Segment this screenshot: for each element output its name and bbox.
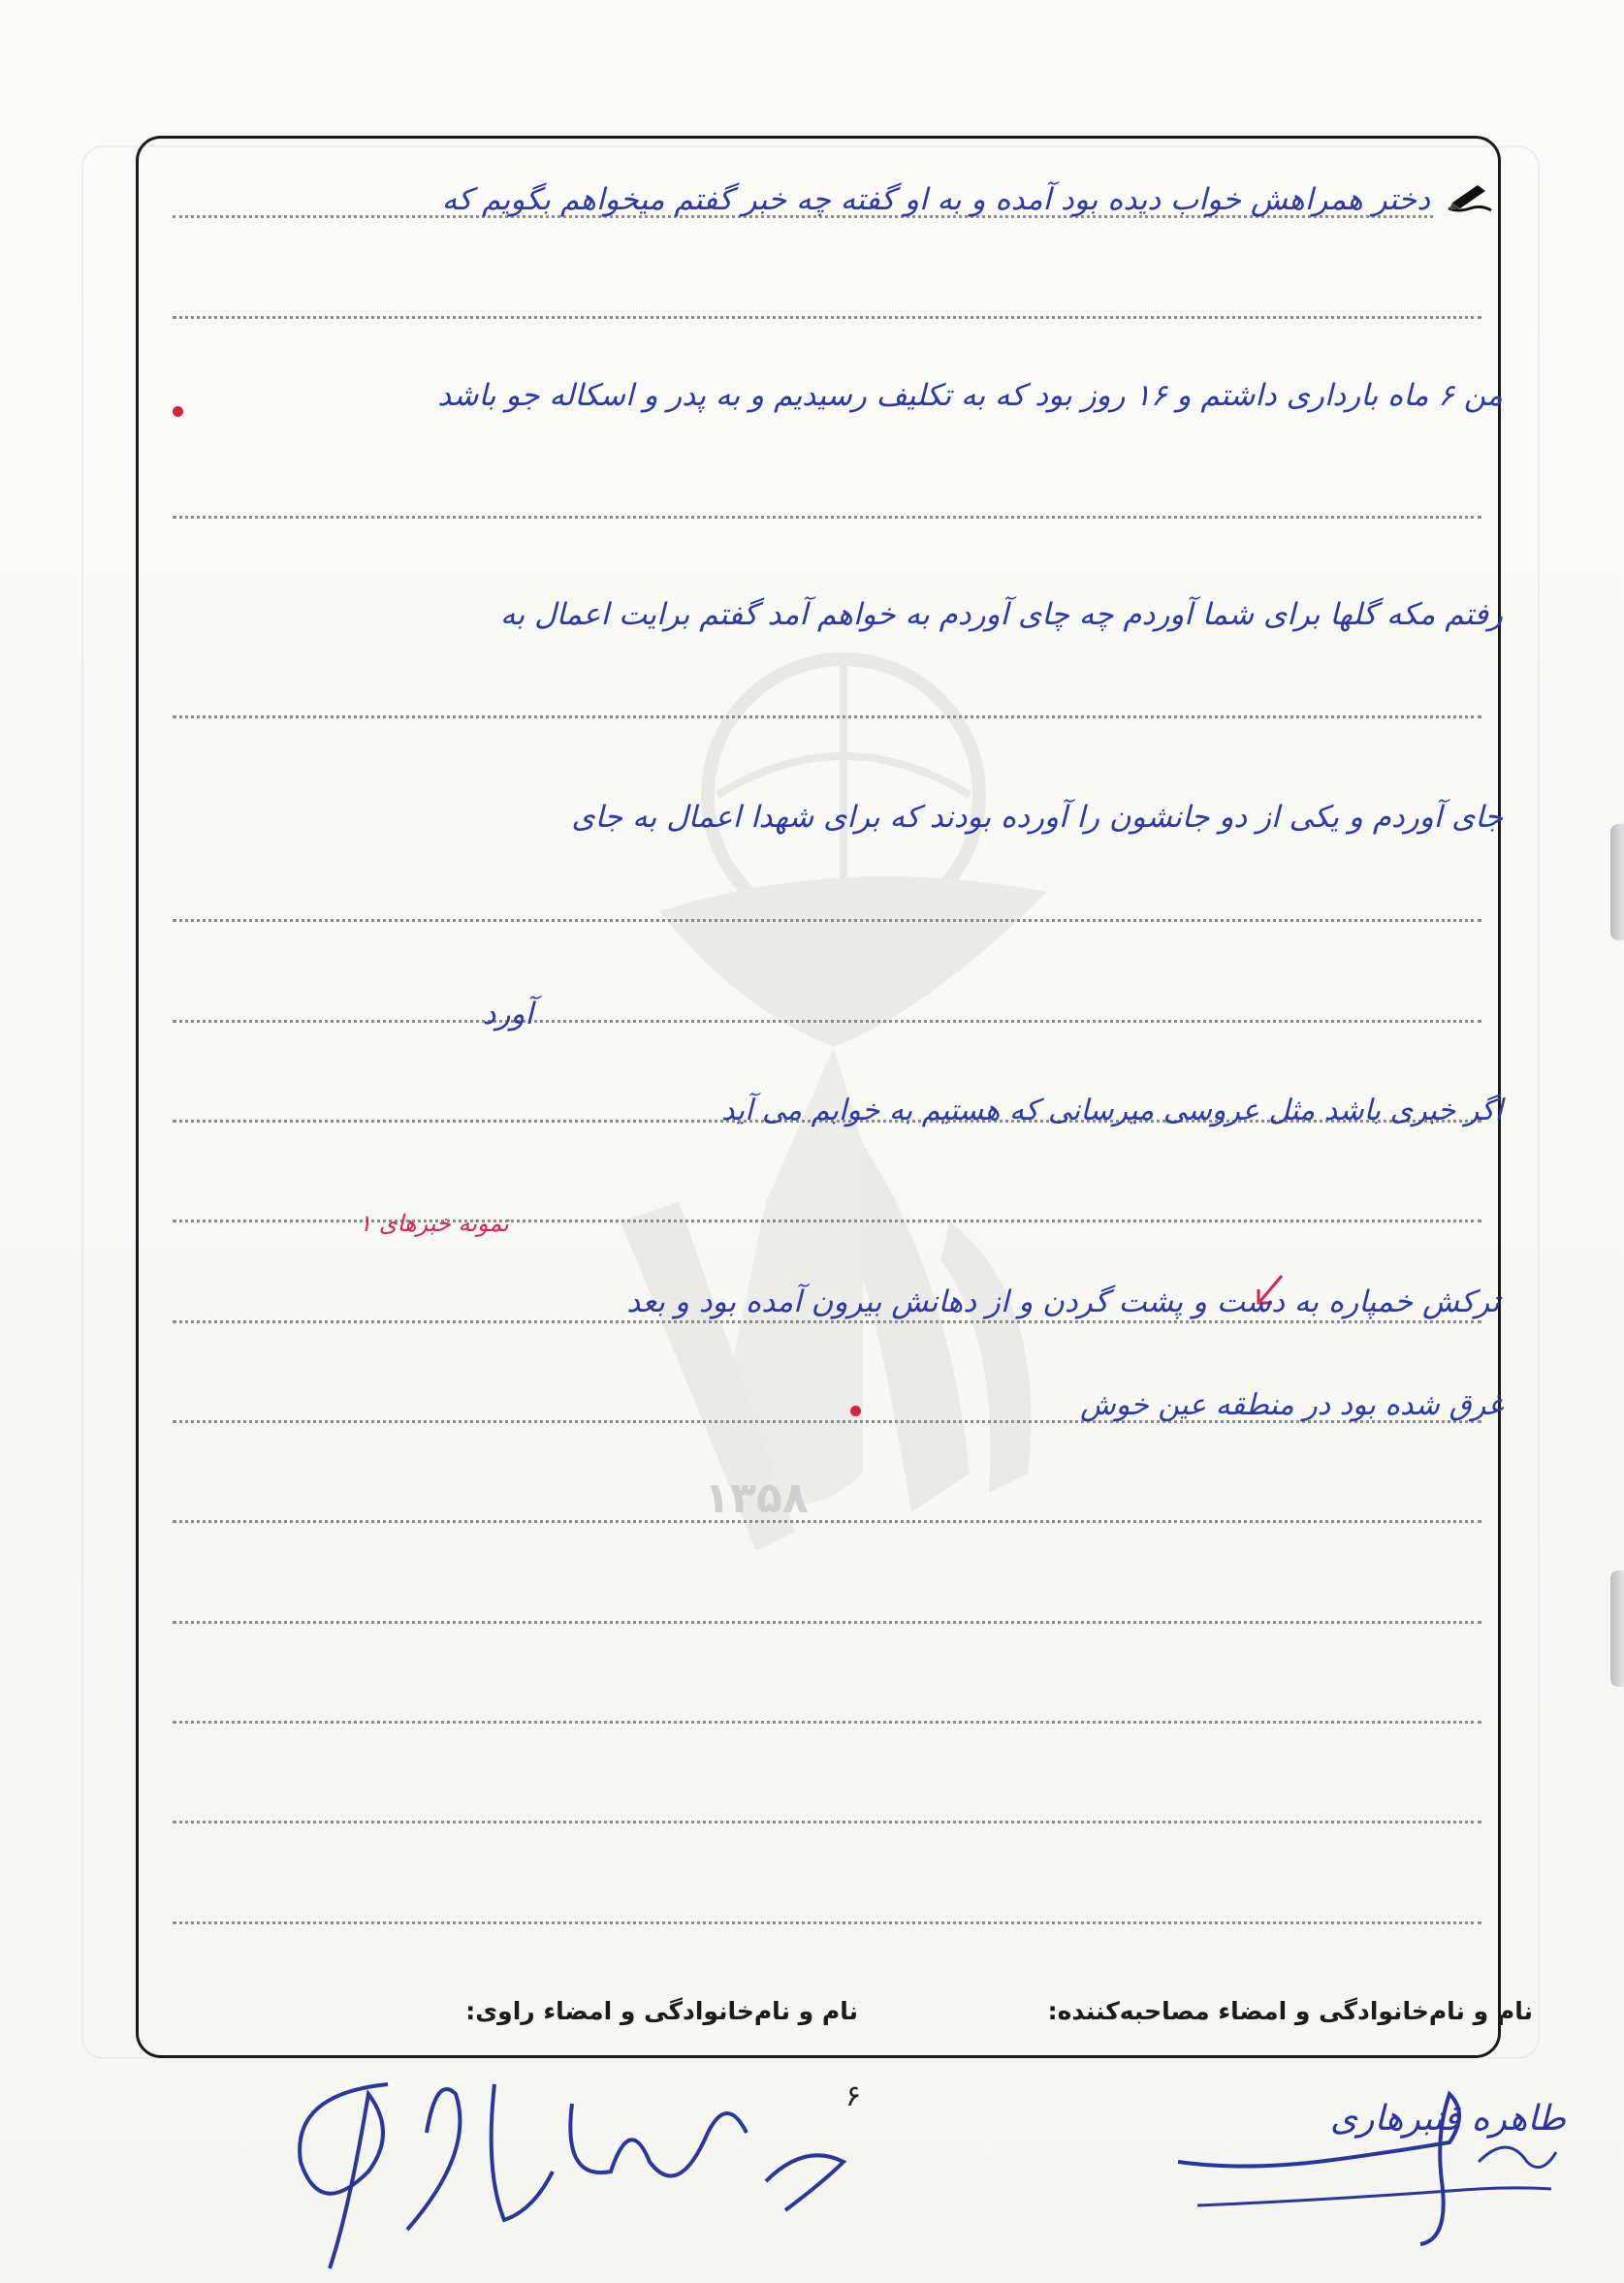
handwritten-line-5: آورد [482,997,533,1031]
pen-writing-icon [1445,179,1495,218]
writing-line-4 [173,715,1481,718]
red-dot-marker-2 [850,1406,861,1416]
handwritten-line-4: جای آوردم و یکی از دو جانشون را آورده بودند که برای شهدا اعمال به جای [571,800,1503,835]
writing-line-11 [173,1520,1481,1523]
interviewer-signature-text: طاهره قنبرهاری [1329,2099,1566,2139]
page-number: ۶ [844,2079,862,2113]
writing-line-5 [173,919,1481,922]
binder-tab-2 [1610,1570,1624,1687]
handwritten-line-6: اگر خبری باشد مثل عروسی میرسانی که هستیم به خوابم می آید [721,1094,1503,1127]
writing-line-9 [173,1320,1481,1323]
red-annotation: نمونه خبرهای ۱ [359,1210,509,1237]
handwritten-line-3: رفتم مکه گلها برای شما آوردم چه چای آوردم به خواهم آمد گفتم برایت اعمال به [500,597,1503,632]
handwritten-line-7: ترکش خمپاره به دست و پشت گردن و از دهانش بیرون آمده بود و بعد [626,1284,1500,1319]
writing-line-2 [173,316,1481,319]
red-dot-marker [173,406,183,417]
interviewer-signature-label: نام و نام‌خانوادگی و امضاء مصاحبه‌کننده: [1047,1997,1533,2025]
writing-line-14 [173,1821,1481,1823]
narrator-signature [262,2055,853,2278]
writing-line-3 [173,516,1481,519]
writing-line-13 [173,1721,1481,1724]
writing-line-12 [173,1621,1481,1624]
handwritten-line-2: من ۶ ماه بارداری داشتم و ۱۶ روز بود که به تکلیف رسیدیم و به پدر و اسکاله جو باشد [437,378,1503,413]
narrator-signature-label: نام و نام‌خانوادگی و امضاء راوی: [465,1997,858,2025]
watermark-year: ۱۳۵۸ [704,1474,809,1523]
writing-line-6 [173,1020,1481,1023]
handwritten-line-8: غرق شده بود در منطقه عین خوش [1080,1388,1503,1422]
writing-line-15 [173,1921,1481,1924]
handwritten-line-1: دختر همراهش خواب دیده بود آمده و به او گفته چه خبر گفتم میخواهم بگویم که [441,182,1430,217]
binder-tab-1 [1610,824,1624,940]
